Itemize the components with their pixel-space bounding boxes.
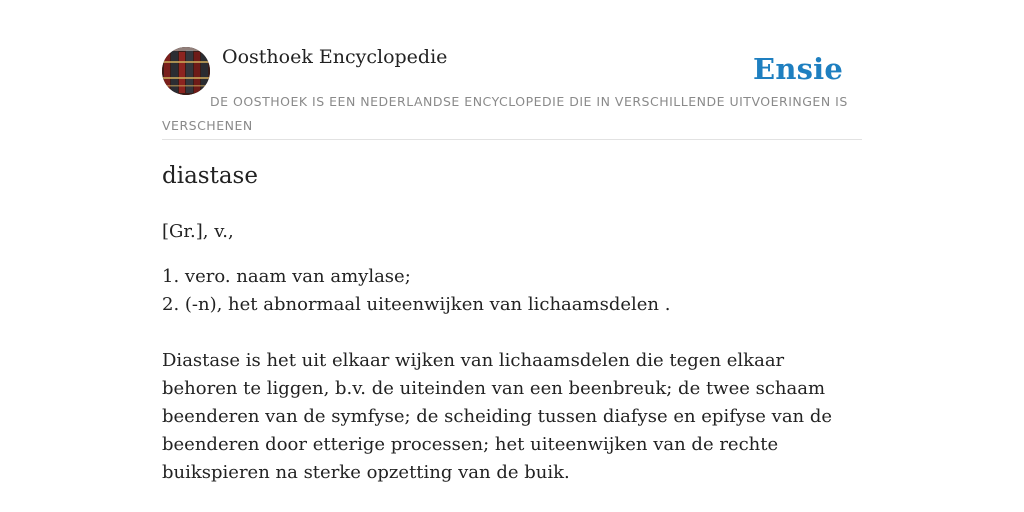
book-spines-icon xyxy=(162,47,210,95)
sense-item: 2. (-n), het abnormaal uiteenwijken van lichaamsdelen . xyxy=(162,294,671,315)
page xyxy=(162,0,862,512)
brand-logo-link[interactable]: Ensie xyxy=(753,52,843,86)
site-tagline: DE OOSTHOEK IS EEN NEDERLANDSE ENCYCLOPEDIE DIE IN VERSCHILLENDE UITVOERINGEN IS VERSCHENEN xyxy=(162,94,848,133)
sense-item: 1. vero. naam van amylase; xyxy=(162,266,411,287)
site-name[interactable]: Oosthoek Encyclopedie xyxy=(222,46,448,68)
entry-headword: diastase xyxy=(162,163,258,189)
entry-body: Diastase is het uit elkaar wijken van lichaamsdelen die tegen elkaar behoren te liggen, b.v. de uiteinden van een beenbreuk; de twee schaam beenderen van de symfyse; de scheiding tussen diafyse en epifyse van de beenderen door etterige processen; het uiteenwijken van de rechte buikspieren na sterke opzetting van de buik. xyxy=(162,350,833,483)
site-header xyxy=(162,0,862,140)
entry-grammar: [Gr.], v., xyxy=(162,221,234,242)
entry-senses xyxy=(162,263,670,319)
avatar[interactable] xyxy=(162,47,210,95)
